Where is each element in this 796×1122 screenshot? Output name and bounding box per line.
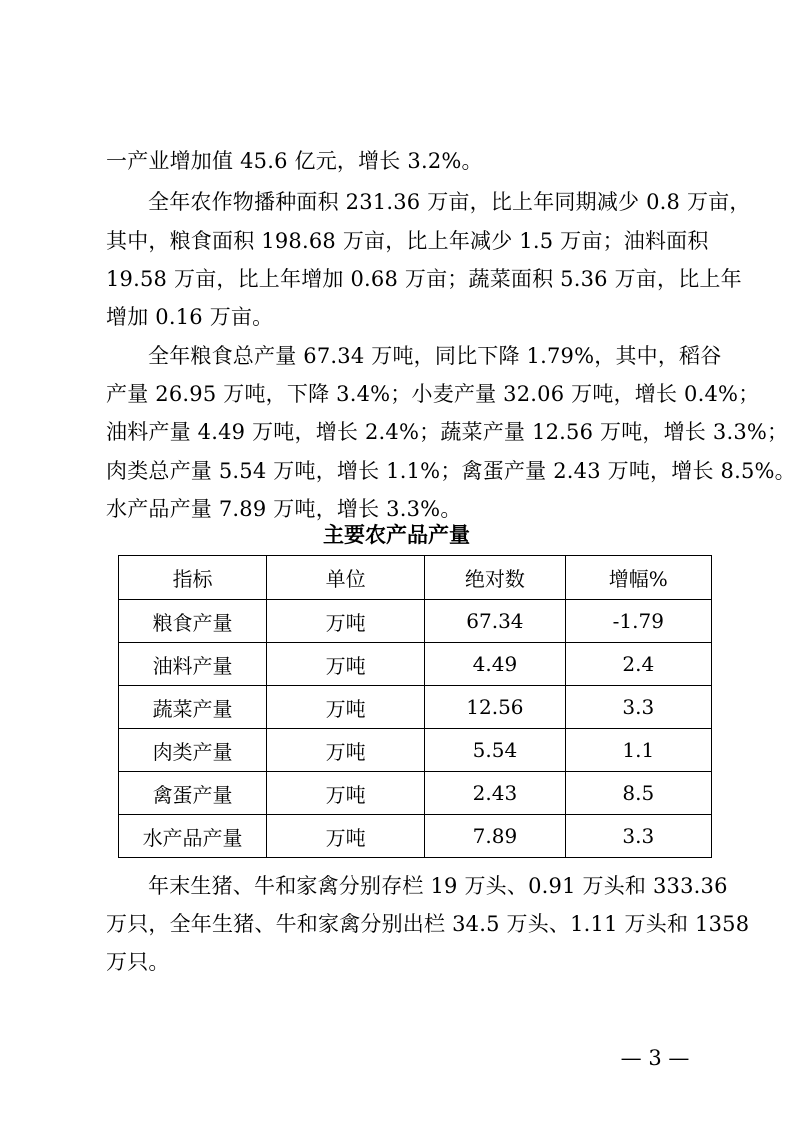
- cell-indicator: 水产品产量: [119, 815, 267, 858]
- page-number: — 3 —: [620, 1046, 690, 1070]
- cell-unit: 万吨: [267, 643, 425, 686]
- cell-indicator: 油料产量: [119, 643, 267, 686]
- cell-growth: 2.4: [565, 643, 711, 686]
- cell-unit: 万吨: [267, 600, 425, 643]
- text-line: 产量 26.95 万吨，下降 3.4%；小麦产量 32.06 万吨，增长 0.4%；: [106, 382, 760, 406]
- cell-absolute: 12.56: [425, 686, 565, 729]
- text-line: 肉类总产量 5.54 万吨，增长 1.1%；禽蛋产量 2.43 万吨，增长 8.5%。: [106, 459, 796, 483]
- table-row: [119, 815, 712, 858]
- text-line: 19.58 万亩，比上年增加 0.68 万亩；蔬菜面积 5.36 万亩，比上年: [106, 267, 742, 291]
- cell-absolute: 67.34: [425, 600, 565, 643]
- table-header-row: [119, 556, 712, 600]
- table-row: [119, 729, 712, 772]
- cell-indicator: 禽蛋产量: [119, 772, 267, 815]
- cell-growth: 1.1: [565, 729, 711, 772]
- cell-growth: 3.3: [565, 815, 711, 858]
- text-line: 一产业增加值 45.6 亿元，增长 3.2%。: [106, 149, 483, 173]
- cell-absolute: 4.49: [425, 643, 565, 686]
- cell-absolute: 7.89: [425, 815, 565, 858]
- cell-unit: 万吨: [267, 686, 425, 729]
- header-absolute: 绝对数: [425, 556, 565, 600]
- text-line: 水产品产量 7.89 万吨，增长 3.3%。: [106, 497, 462, 521]
- header-unit: 单位: [267, 556, 425, 600]
- table-row: [119, 686, 712, 729]
- text-line: 增加 0.16 万亩。: [106, 305, 274, 329]
- text-line: 年末生猪、牛和家禽分别存栏 19 万头、0.91 万头和 333.36: [148, 874, 728, 898]
- cell-growth: -1.79: [565, 600, 711, 643]
- cell-absolute: 5.54: [425, 729, 565, 772]
- cell-unit: 万吨: [267, 815, 425, 858]
- table-row: [119, 600, 712, 643]
- cell-unit: 万吨: [267, 729, 425, 772]
- cell-absolute: 2.43: [425, 772, 565, 815]
- text-line: 万只。: [106, 950, 170, 974]
- text-line: 全年农作物播种面积 231.36 万亩，比上年同期减少 0.8 万亩，: [148, 190, 751, 214]
- table-row: [119, 772, 712, 815]
- text-line: 其中，粮食面积 198.68 万亩，比上年减少 1.5 万亩；油料面积: [106, 229, 709, 253]
- cell-indicator: 蔬菜产量: [119, 686, 267, 729]
- text-line: 万只，全年生猪、牛和家禽分别出栏 34.5 万头、1.11 万头和 1358: [106, 912, 750, 936]
- agri-output-table: [118, 555, 712, 858]
- cell-unit: 万吨: [267, 772, 425, 815]
- text-line: 油料产量 4.49 万吨，增长 2.4%；蔬菜产量 12.56 万吨，增长 3.3%；: [106, 420, 789, 444]
- table-title: 主要农产品产量: [323, 522, 470, 547]
- header-indicator: 指标: [119, 556, 267, 600]
- cell-growth: 3.3: [565, 686, 711, 729]
- cell-indicator: 肉类产量: [119, 729, 267, 772]
- header-growth: 增幅%: [565, 556, 711, 600]
- cell-growth: 8.5: [565, 772, 711, 815]
- table-row: [119, 643, 712, 686]
- cell-indicator: 粮食产量: [119, 600, 267, 643]
- text-line: 全年粮食总产量 67.34 万吨，同比下降 1.79%，其中，稻谷: [148, 344, 722, 368]
